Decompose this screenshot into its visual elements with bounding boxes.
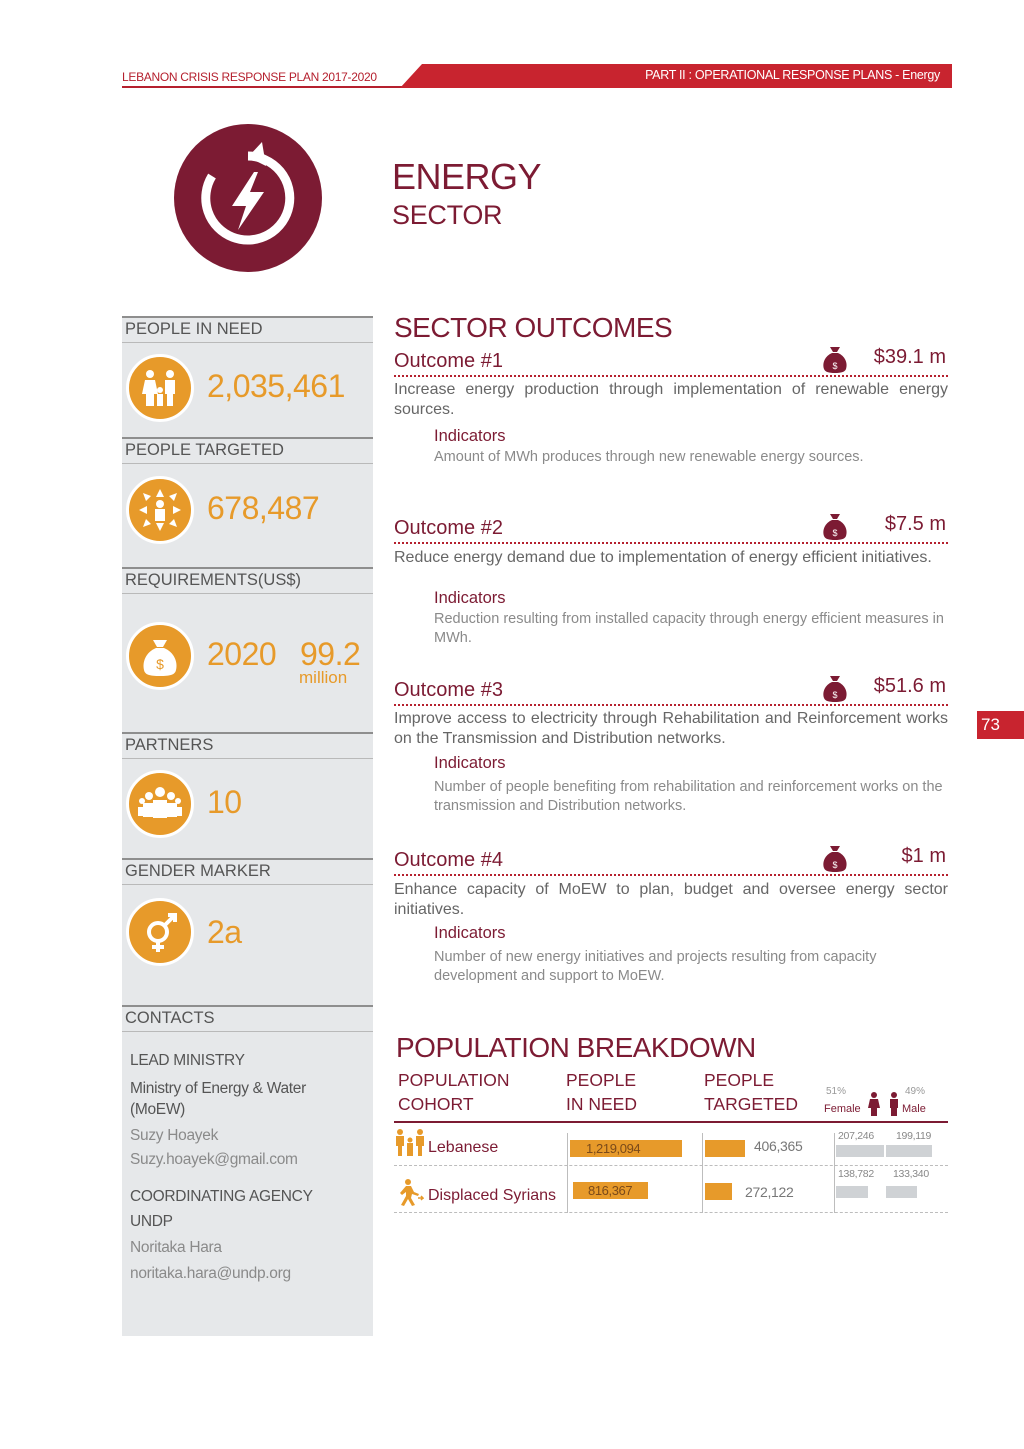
- outcome-description: Reduce energy demand due to implementation of energy efficient initiatives.: [394, 549, 932, 566]
- population-breakdown-heading: POPULATION BREAKDOWN: [396, 1032, 756, 1063]
- svg-text:$: $: [832, 361, 838, 371]
- outcome-title: Outcome #4: [394, 849, 503, 871]
- requirements-value: 99.2: [300, 636, 361, 672]
- outcome-title: Outcome #3: [394, 679, 503, 701]
- people-targeted-heading: PEOPLE TARGETED: [122, 437, 373, 464]
- lead-contact-name: Suzy Hoayek: [130, 1127, 219, 1144]
- family-icon: [126, 354, 194, 422]
- male-displaced-syrians: 133,340: [893, 1168, 929, 1180]
- money-bag-icon: [820, 344, 850, 374]
- bar-targeted-displaced-syrians: [705, 1183, 732, 1200]
- col-cohort-line2: COHORT: [398, 1094, 474, 1114]
- male-percent: 49%: [905, 1086, 926, 1097]
- people-in-need-value: 2,035,461: [207, 368, 345, 404]
- outcome-amount: $51.6 m: [873, 675, 946, 697]
- indicators-label: Indicators: [434, 427, 506, 445]
- outcome-divider: [394, 704, 948, 706]
- value-in-need-displaced-syrians: 816,367: [588, 1183, 633, 1198]
- indicators-label: Indicators: [434, 924, 506, 942]
- col-target-line2: TARGETED: [704, 1094, 798, 1114]
- indicators-label: Indicators: [434, 589, 506, 607]
- col-target-line1: PEOPLE: [704, 1070, 775, 1090]
- group-icon: [126, 770, 194, 838]
- row-divider: [394, 1212, 948, 1213]
- indicator-text: Number of people benefiting from rehabilitation and reinforcement works on the transmission and Distribution networks.: [434, 779, 943, 814]
- coordinating-agency-name: UNDP: [130, 1213, 173, 1230]
- requirements-year: 2020: [207, 636, 277, 672]
- column-separator: [702, 1133, 703, 1213]
- value-targeted-lebanese: 406,365: [754, 1138, 803, 1154]
- column-separator: [567, 1133, 568, 1213]
- indicator-text: Number of new energy initiatives and projects resulting from capacity development and support to MoEW.: [434, 949, 877, 984]
- lead-ministry-abbr: (MoEW): [130, 1101, 186, 1118]
- row-label-displaced-syrians: Displaced Syrians: [428, 1187, 557, 1204]
- section-title: PART II : OPERATIONAL RESPONSE PLANS - Energy: [645, 68, 940, 82]
- svg-text:$: $: [832, 690, 838, 700]
- male-label: Male: [902, 1103, 926, 1115]
- sector-outcomes-heading: SECTOR OUTCOMES: [394, 312, 673, 343]
- coord-contact-name: Noritaka Hara: [130, 1239, 222, 1256]
- col-need-line2: IN NEED: [566, 1094, 637, 1114]
- money-bag-icon: [820, 511, 850, 541]
- coord-contact-email[interactable]: noritaka.hara@undp.org: [130, 1265, 291, 1282]
- page-subtitle: SECTOR: [392, 200, 503, 230]
- sidebar-panel: [122, 316, 373, 1336]
- energy-sector-icon: [174, 124, 322, 272]
- money-bag-icon: [820, 843, 850, 873]
- walking-person-icon: [396, 1178, 424, 1206]
- partners-heading: PARTNERS: [122, 732, 373, 759]
- bar-female-lebanese: [836, 1145, 884, 1157]
- outcome-divider: [394, 375, 948, 377]
- gender-icon: [126, 898, 194, 966]
- bar-male-displaced-syrians: [886, 1186, 917, 1198]
- people-in-need-heading: PEOPLE IN NEED: [122, 316, 373, 343]
- coordinating-agency-label: COORDINATING AGENCY: [130, 1188, 313, 1205]
- lead-ministry-name: Ministry of Energy & Water: [130, 1080, 306, 1097]
- lead-contact-email[interactable]: Suzy.hoayek@gmail.com: [130, 1151, 298, 1168]
- people-targeted-value: 678,487: [207, 490, 320, 526]
- outcome-title: Outcome #2: [394, 517, 503, 539]
- outcome-divider: [394, 874, 948, 876]
- bar-targeted-lebanese: [705, 1140, 745, 1157]
- bar-male-lebanese: [886, 1145, 932, 1157]
- indicator-text: Amount of MWh produces through new renewable energy sources.: [434, 449, 864, 465]
- outcome-amount: $7.5 m: [884, 513, 946, 535]
- female-percent: 51%: [826, 1086, 847, 1097]
- gender-marker-value: 2a: [207, 914, 242, 950]
- outcome-amount: $1 m: [901, 845, 946, 867]
- report-title: LEBANON CRISIS RESPONSE PLAN 2017-2020: [122, 70, 377, 84]
- indicators-label: Indicators: [434, 754, 506, 772]
- page-number: 73: [977, 711, 1024, 739]
- female-icon: [868, 1092, 880, 1116]
- outcome-divider: [394, 542, 948, 544]
- indicator-text: Reduction resulting from installed capacity through energy efficient measures in MWh.: [434, 611, 944, 646]
- svg-text:$: $: [832, 860, 838, 870]
- partners-value: 10: [207, 784, 242, 820]
- value-targeted-displaced-syrians: 272,122: [745, 1184, 794, 1200]
- outcome-description: Enhance capacity of MoEW to plan, budget and oversee energy sector initiatives.: [394, 881, 948, 918]
- female-displaced-syrians: 138,782: [838, 1168, 874, 1180]
- outcome-description: Increase energy production through implementation of renewable energy sources.: [394, 381, 948, 418]
- bar-female-displaced-syrians: [836, 1186, 868, 1198]
- value-in-need-lebanese: 1,219,094: [586, 1141, 641, 1156]
- female-label: Female: [824, 1103, 861, 1115]
- row-divider: [394, 1165, 948, 1166]
- page-title: ENERGY: [392, 156, 542, 197]
- col-cohort-line1: POPULATION: [398, 1070, 510, 1090]
- requirements-heading: REQUIREMENTS(US$): [122, 567, 373, 594]
- money-bag-icon: [820, 673, 850, 703]
- female-lebanese: 207,246: [838, 1130, 874, 1142]
- requirements-unit: million: [299, 668, 348, 687]
- outcome-title: Outcome #1: [394, 350, 503, 372]
- outcome-description: Improve access to electricity through Rehabilitation and Reinforcement works on the Transmission and Distribution networks.: [394, 710, 948, 747]
- col-need-line1: PEOPLE: [566, 1070, 637, 1090]
- header-underline: [122, 86, 412, 88]
- population-header-rule: [394, 1121, 948, 1123]
- svg-text:$: $: [832, 528, 838, 538]
- contacts-heading: CONTACTS: [122, 1005, 373, 1032]
- male-icon: [888, 1092, 900, 1116]
- target-people-icon: [126, 476, 194, 544]
- outcome-amount: $39.1 m: [873, 346, 946, 368]
- male-lebanese: 199,119: [896, 1130, 932, 1142]
- money-bag-icon: [126, 622, 194, 690]
- lead-ministry-label: LEAD MINISTRY: [130, 1052, 245, 1069]
- column-separator: [834, 1133, 835, 1213]
- svg-text:$: $: [156, 656, 164, 672]
- family-icon: [394, 1128, 426, 1156]
- gender-marker-heading: GENDER MARKER: [122, 858, 373, 885]
- row-label-lebanese: Lebanese: [428, 1139, 499, 1156]
